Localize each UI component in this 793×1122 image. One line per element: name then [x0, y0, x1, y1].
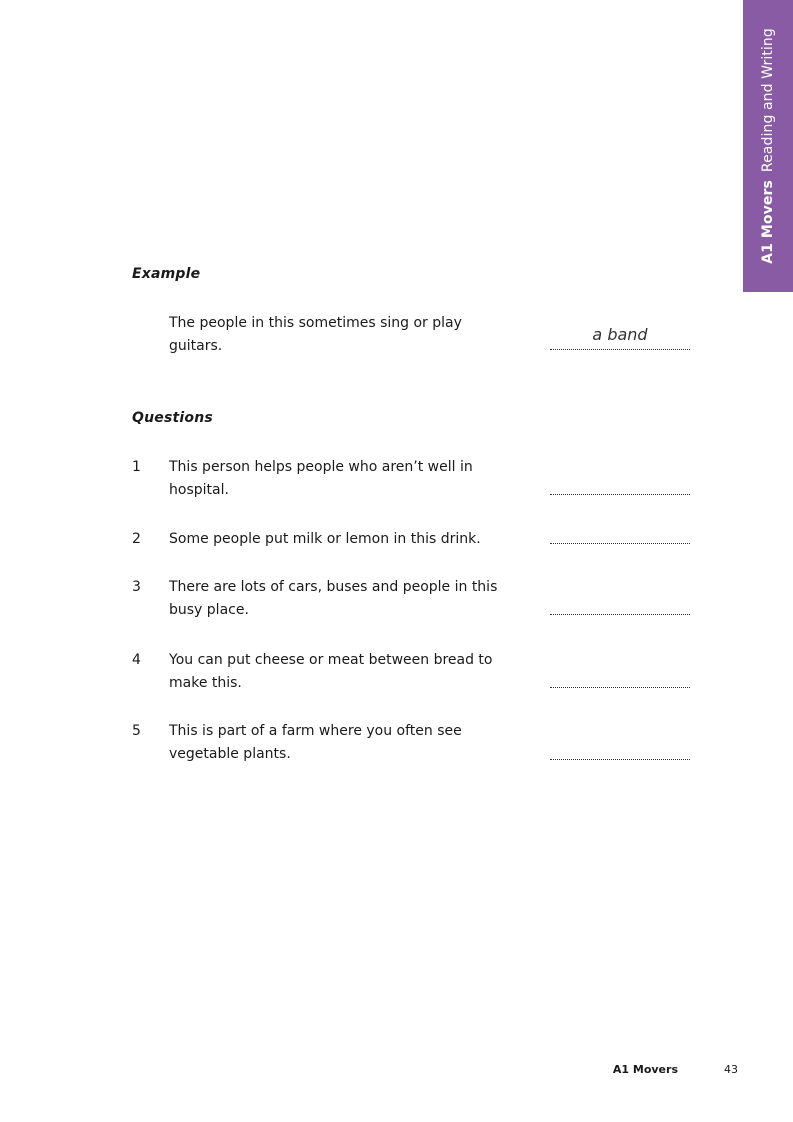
- side-tab-label: [760, 28, 776, 264]
- side-tab: [743, 0, 793, 292]
- question-2-text: Some people put milk or lemon in this drink.: [169, 531, 481, 547]
- questions-heading: Questions: [132, 410, 213, 426]
- side-tab-label-rest: Reading and Writing: [760, 28, 776, 173]
- side-tab-label-bold: A1 Movers: [760, 180, 776, 264]
- question-5-number: 5: [132, 723, 141, 739]
- footer-label: A1 Movers: [612, 1063, 678, 1076]
- question-5-answer-field[interactable]: [550, 759, 690, 760]
- question-3-number: 3: [132, 579, 141, 595]
- question-3-text: There are lots of cars, buses and people in this busy place.: [169, 579, 498, 618]
- question-4-number: 4: [132, 652, 141, 668]
- question-4-text: You can put cheese or meat between bread to make this.: [169, 652, 493, 691]
- question-1-answer-field[interactable]: [550, 494, 690, 495]
- example-answer: a band: [592, 325, 648, 344]
- example-answer-line: [550, 349, 690, 350]
- example-heading: Example: [132, 266, 201, 282]
- question-2-number: 2: [132, 531, 141, 547]
- question-3-answer-field[interactable]: [550, 614, 690, 615]
- question-2-answer-field[interactable]: [550, 543, 690, 544]
- question-4-answer-field[interactable]: [550, 687, 690, 688]
- question-5-text: This is part of a farm where you often see vegetable plants.: [169, 723, 462, 762]
- example-text: The people in this sometimes sing or play guitars.: [169, 315, 462, 354]
- question-1-text: This person helps people who aren’t well in hospital.: [169, 459, 473, 498]
- page-number: 43: [724, 1063, 738, 1076]
- question-1-number: 1: [132, 459, 141, 475]
